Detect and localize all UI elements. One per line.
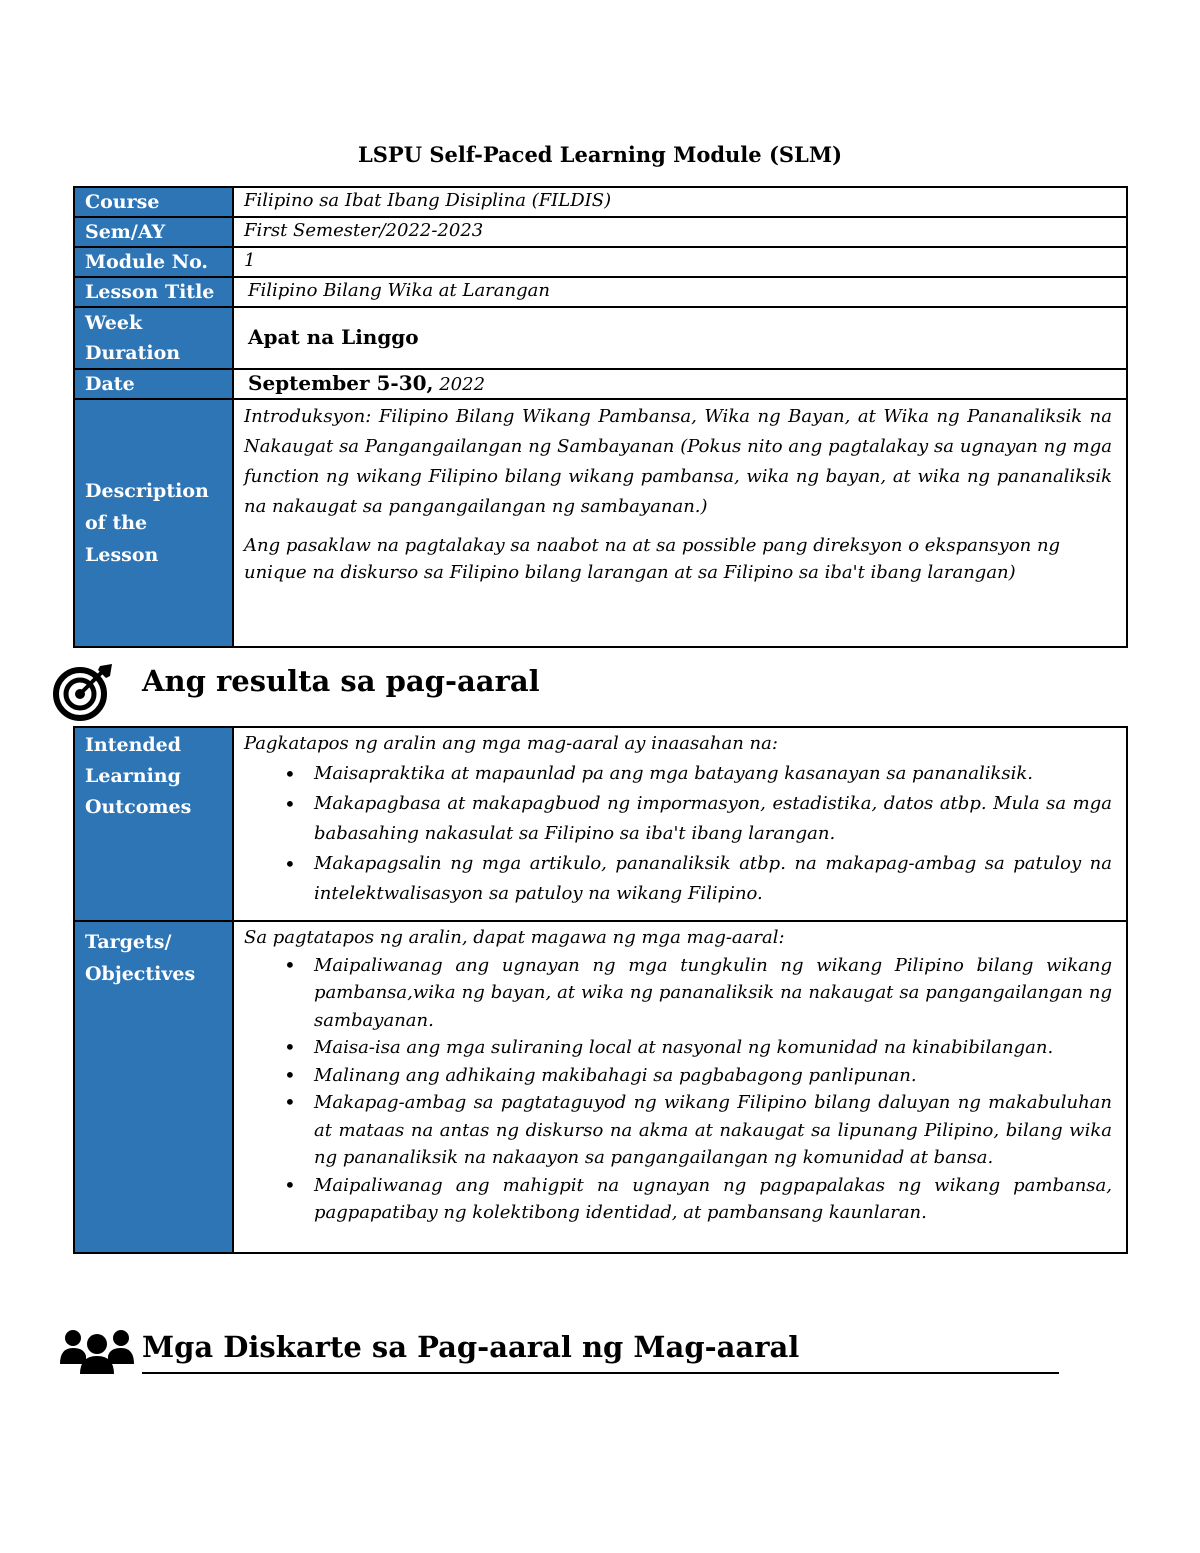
week-duration-label — [74, 307, 233, 369]
heading-underline — [142, 1372, 1059, 1374]
objectives-label — [74, 921, 233, 1253]
course-label: Course — [74, 187, 233, 217]
list-item: • Maipaliwanag ang ugnayan ng mga tungkulin ng wikang Pilipino bilang wikang pambansa,wika ng bayan, at wika ng pananaliksik na nakaugat sa pangangailangan ng sambayanan. — [314, 952, 1112, 1035]
list-item: • Makapagbasa at makapagbuod ng impormasyon, estadistika, datos atbp. Mula sa mga babasahing nakasulat sa Filipino sa iba't ibang larangan. — [314, 789, 1112, 849]
list-item: • Makapagsalin ng mga artikulo, pananaliksik atbp. na makapag-ambag sa patuloy na intelektwalisasyon sa patuloy na wikang Filipino. — [314, 849, 1112, 909]
desc-label-line2: of the — [85, 512, 148, 534]
ilo-label-line2: Learning — [85, 765, 181, 787]
group-icon — [58, 1326, 136, 1376]
objectives-intro: Sa pagtatapos ng aralin, dapat magawa ng mga mag-aaral: — [244, 927, 785, 948]
module-info-table — [73, 186, 1128, 648]
date-value-range: September 5-30, — [248, 371, 434, 395]
lesson-title-value: Filipino Bilang Wika at Larangan — [233, 277, 1127, 307]
description-label — [74, 399, 233, 647]
list-item: • Maipaliwanag ang mahigpit na ugnayan ng pagpapalakas ng wikang pambansa, pagpapatibay ng kolektibong identidad, at pambansang kaunlaran. — [314, 1172, 1112, 1227]
week-duration-value: Apat na Linggo — [248, 325, 419, 349]
list-item: • Malinang ang adhikaing makibahagi sa pagbabagong panlipunan. — [314, 1062, 1112, 1090]
module-label: Module No. — [74, 247, 233, 277]
description-paragraph-2: Ang pasaklaw na pagtalakay sa naabot na at sa possible pang direksyon o ekspansyon ng unique na diskurso sa Filipino bilang larangan at sa Filipino sa iba't ibang larangan) — [244, 535, 1061, 583]
desc-label-line1: Description — [85, 480, 209, 502]
ilo-label-line1: Intended — [85, 734, 182, 756]
document-title: LSPU Self-Paced Learning Module (SLM) — [357, 142, 843, 167]
date-value — [233, 369, 1127, 399]
desc-label-line3: Lesson — [85, 544, 159, 566]
list-item: • Maisa-isa ang mga suliraning local at nasyonal ng komunidad na kinabibilangan. — [314, 1034, 1112, 1062]
outcomes-table — [73, 726, 1128, 1254]
ilo-label-line3: Outcomes — [85, 796, 192, 818]
results-heading: Ang resulta sa pag-aaral — [142, 664, 540, 698]
description-paragraph-1: Introduksyon: Filipino Bilang Wikang Pambansa, Wika ng Bayan, at Wika ng Pananaliksik na Nakaugat sa Pangangailangan ng Sambayanan (Pokus nito ang pagtalakay sa ugnayan ng mga function ng wikang Filipino bilang wikang pambansa, wika ng bayan, at wika ng pananaliksik na nakaugat sa pangangailangan ng sambayanan.) — [244, 406, 1112, 517]
week-label-line1: Week — [85, 312, 143, 334]
course-value: Filipino sa Ibat Ibang Disiplina (FILDIS) — [233, 187, 1127, 217]
strategies-heading: Mga Diskarte sa Pag-aaral ng Mag-aaral — [142, 1330, 800, 1364]
module-value: 1 — [233, 247, 1127, 277]
list-item: • Makapag-ambag sa pagtataguyod ng wikang Filipino bilang daluyan ng makabuluhan at mataas na antas ng diskurso na akma at nakaugat sa lipunang Pilipino, bilang wika ng pananaliksik na nakaayon sa pangangailangan ng komunidad at bansa. — [314, 1089, 1112, 1172]
sem-value: First Semester/2022-2023 — [233, 217, 1127, 247]
lesson-title-label: Lesson Title — [74, 277, 233, 307]
objectives-list — [244, 952, 1112, 1227]
date-value-year: 2022 — [439, 374, 486, 395]
obj-label-line2: Objectives — [85, 963, 196, 985]
ilo-label — [74, 727, 233, 921]
ilo-list — [244, 759, 1112, 909]
date-label: Date — [74, 369, 233, 399]
week-label-line2: Duration — [85, 342, 181, 364]
list-item: • Maisapraktika at mapaunlad pa ang mga batayang kasanayan sa pananaliksik. — [314, 759, 1112, 789]
ilo-intro: Pagkatapos ng aralin ang mga mag-aaral ay inaasahan na: — [244, 733, 778, 754]
target-icon — [50, 660, 116, 722]
sem-label: Sem/AY — [74, 217, 233, 247]
obj-label-line1: Targets/ — [85, 931, 172, 953]
